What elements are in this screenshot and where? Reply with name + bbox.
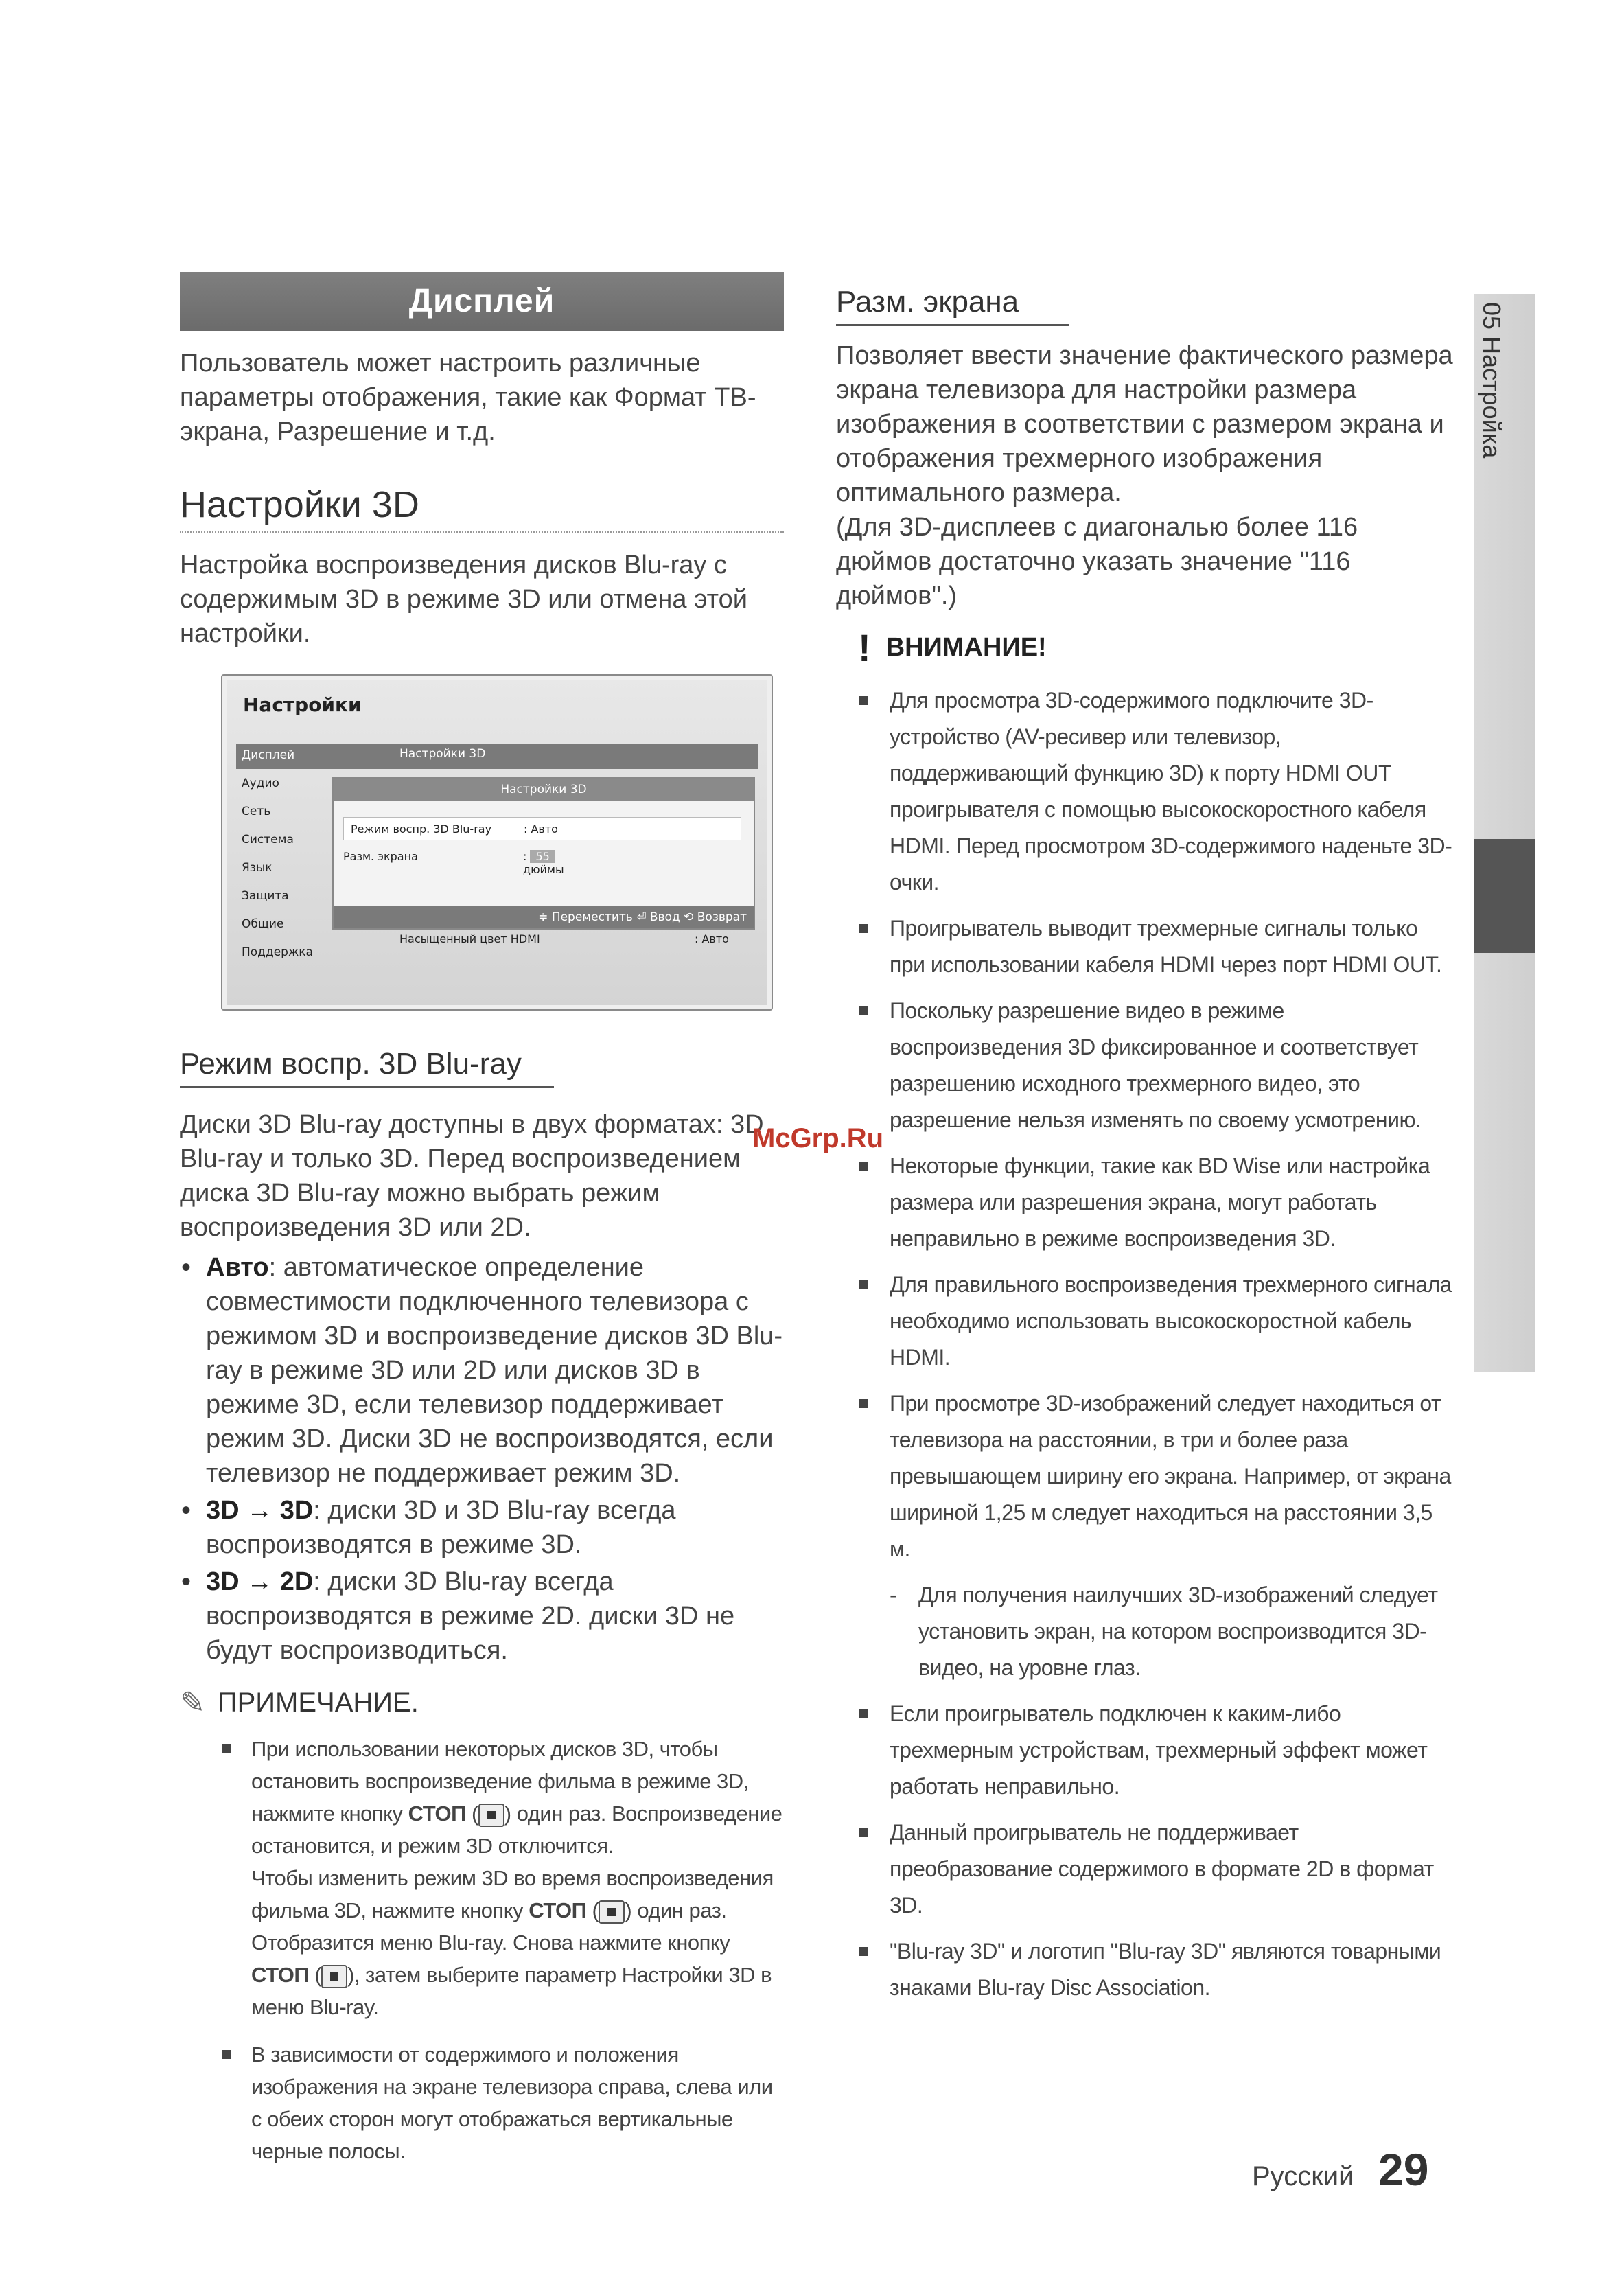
option-term: Авто bbox=[206, 1253, 269, 1282]
dialog-footer-hints: ≑ Переместить ⏎ Ввод ⟲ Возврат bbox=[334, 906, 754, 928]
row-value: : 55дюймы bbox=[523, 850, 564, 876]
menu-item-general[interactable]: Общие bbox=[242, 917, 284, 931]
screen-size-heading: Разм. экрана bbox=[836, 285, 1019, 319]
menu-item-system[interactable]: Система bbox=[242, 833, 294, 847]
list-item: В зависимости от содержимого и положения изображения на экране телевизора справа, слева или с обеих сторон могут отображаться вертикальные черные полосы. bbox=[221, 2038, 784, 2167]
row-label: Режим воспр. 3D Blu-ray bbox=[351, 822, 492, 836]
option-text: : автоматическое определение совместимости подключенного телевизора с режимом 3D и воспроизведение дисков 3D Blu-ray в режиме 3D или 2D или дисков 3D в режиме 3D, если телевизор поддерживает режим 3D. Диски 3D не воспроизводятся, если телевизор не поддерживает режим 3D. bbox=[206, 1253, 783, 1488]
list-item: Для правильного воспроизведения трехмерного сигнала необходимо использовать высокоскоростной кабель HDMI. bbox=[858, 1267, 1454, 1376]
hdmi-color-label: Насыщенный цвет HDMI bbox=[399, 932, 540, 945]
option-text: : диски 3D Blu-ray всегда воспроизводятся в режиме 2D. диски 3D не будут воспроизводиться. bbox=[206, 1567, 735, 1665]
note-heading bbox=[180, 1685, 784, 1720]
size-unit: дюймы bbox=[523, 863, 564, 876]
pencil-icon: ✎ bbox=[180, 1686, 205, 1720]
mode-options-list bbox=[180, 1250, 784, 1668]
option-text: : диски 3D и 3D Blu-ray всегда воспроизводятся в режиме 3D. bbox=[206, 1496, 676, 1559]
dialog-row-3d-mode[interactable] bbox=[343, 817, 741, 840]
list-item: Если проигрыватель подключен к каким-либо трехмерным устройствам, трехмерный эффект может работать неправильно. bbox=[858, 1696, 1454, 1805]
mode-text: Диски 3D Blu-ray доступны в двух форматах: 3D Blu-ray и только 3D. Перед воспроизведением диска 3D Blu-ray можно выбрать режим воспроизведения 3D или 2D. bbox=[180, 1110, 764, 1242]
menu-item-security[interactable]: Защита bbox=[242, 889, 289, 903]
list-item: Данный проигрыватель не поддерживает преобразование содержимого в формате 2D в формат 3D. bbox=[858, 1815, 1454, 1924]
screen-size-note: (Для 3D-дисплеев с диагональю более 116 дюймов достаточно указать значение "116 дюймов".) bbox=[836, 513, 1358, 610]
right-column bbox=[836, 281, 1454, 2016]
settings-3d-dialog bbox=[332, 777, 755, 930]
menu-item-audio[interactable]: Аудио bbox=[242, 776, 279, 790]
screen-size-text: Позволяет ввести значение фактического размера экрана телевизора для настройки размера изображения в соответствии с размером экрана и отображения трехмерного изображения оптимального размера. bbox=[836, 341, 1453, 507]
menu-item-language[interactable]: Язык bbox=[242, 861, 272, 875]
stop-label: СТОП bbox=[251, 1963, 310, 1987]
mode-heading: Режим воспр. 3D Blu-ray bbox=[180, 1047, 522, 1081]
list-item: Поскольку разрешение видео в режиме воспроизведения 3D фиксированное и соответствует разрешению исходного трехмерного видео, это разрешение нельзя изменять по своему усмотрению. bbox=[858, 993, 1454, 1138]
watermark: McGrp.Ru bbox=[752, 1123, 884, 1153]
list-item: При просмотре 3D-изображений следует находиться от телевизора на расстоянии, в три и более раза превышающем ширину его экрана. Например, от экрана шириной 1,25 м следует находиться на расстоянии 3,5 м. bbox=[858, 1385, 1454, 1567]
warning-list bbox=[858, 682, 1454, 2006]
screen-menu bbox=[242, 741, 313, 967]
menu-item-network[interactable]: Сеть bbox=[242, 805, 271, 818]
stop-label: СТОП bbox=[408, 1801, 466, 1826]
menu-item-support[interactable]: Поддержка bbox=[242, 945, 313, 959]
screen-title: Настройки bbox=[243, 693, 362, 716]
note-text: , затем выберите параметр Настройки 3D в меню Blu-ray. bbox=[251, 1963, 772, 2019]
settings-3d-heading: Настройки 3D bbox=[180, 484, 419, 525]
exclamation-icon: ! bbox=[858, 626, 871, 669]
menu-item-display[interactable]: Дисплей bbox=[242, 748, 295, 762]
settings-3d-text: Настройка воспроизведения дисков Blu-ray с содержимым 3D в режиме 3D или отмена этой настройки. bbox=[180, 551, 747, 648]
note-text: один раз. Воспроизведение остановится, и режим 3D отключится. bbox=[251, 1801, 782, 1858]
list-item: При использовании некоторых дисков 3D, чтобы остановить воспроизведение фильма в режиме 3D, нажмите кнопку СТОП ( ) один раз. Воспроизведение остановится, и режим 3D отключится. Чтобы изменить режим 3D во время воспроизведения фильма 3D, нажмите кнопку СТОП ( ) один раз. Отобразится меню Blu-ray. Снова нажмите кнопку СТОП ( ), затем выберите параметр Настройки 3D в меню Blu-ray. bbox=[221, 1733, 784, 2023]
menu-selection-bar bbox=[236, 744, 758, 769]
stop-icon bbox=[478, 1804, 504, 1827]
list-item: Проигрыватель выводит трехмерные сигналы только при использовании кабеля HDMI через порт HDMI OUT. bbox=[858, 910, 1454, 983]
chapter-side-tab-marker bbox=[1474, 839, 1535, 953]
left-column bbox=[180, 272, 784, 2183]
note-text: Чтобы изменить режим 3D во время воспроизведения фильма 3D, нажмите кнопку bbox=[251, 1866, 774, 1922]
list-item: "Blu-ray 3D" и логотип "Blu-ray 3D" являются товарными знаками Blu-ray Disc Association. bbox=[858, 1933, 1454, 2006]
note-list bbox=[221, 1733, 784, 2167]
settings-screenshot bbox=[221, 674, 773, 1011]
dialog-title: Настройки 3D bbox=[334, 779, 754, 801]
heading-underline bbox=[836, 324, 1069, 326]
heading-divider bbox=[180, 531, 784, 533]
warning-heading bbox=[836, 625, 1454, 670]
stop-icon bbox=[321, 1965, 347, 1988]
page-number: 29 bbox=[1378, 2144, 1429, 2195]
stop-icon bbox=[599, 1900, 625, 1924]
list-item: Для просмотра 3D-содержимого подключите 3D-устройство (AV-ресивер или телевизор, поддерживающий функцию 3D) к порту HDMI OUT проигрывателя с помощью высокоскоростного кабеля HDMI. Перед просмотром 3D-содержимого наденьте 3D-очки. bbox=[858, 682, 1454, 901]
list-item bbox=[180, 1493, 784, 1562]
option-term: 3D → 3D bbox=[206, 1496, 314, 1525]
chapter-label: 05 Настройка bbox=[1478, 302, 1506, 459]
display-intro: Пользователь может настроить различные параметры отображения, такие как Формат ТВ-экрана, Разрешение и т.д. bbox=[180, 349, 756, 446]
heading-underline bbox=[180, 1086, 554, 1088]
note-text: один раз. Отобразится меню Blu-ray. Снова нажмите кнопку bbox=[251, 1898, 730, 1955]
note-title: ПРИМЕЧАНИЕ. bbox=[217, 1688, 419, 1718]
stop-label: СТОП bbox=[529, 1898, 587, 1922]
row-value: : Авто bbox=[524, 822, 558, 836]
section-band-display: Дисплей bbox=[180, 272, 784, 331]
note-text: При использовании некоторых дисков 3D, чтобы остановить воспроизведение фильма в режиме 3D, нажмите кнопку bbox=[251, 1737, 749, 1826]
size-value[interactable]: 55 bbox=[530, 850, 555, 863]
list-subitem: - Для получения наилучших 3D-изображений следует установить экран, на котором воспроизводится 3D-видео, на уровне глаз. bbox=[887, 1577, 1454, 1686]
footer-language: Русский bbox=[1252, 2161, 1354, 2191]
warning-title: ВНИМАНИЕ! bbox=[885, 633, 1047, 662]
list-item: Некоторые функции, такие как BD Wise или настройка размера или разрешения экрана, могут работать неправильно в режиме воспроизведения 3D. bbox=[858, 1148, 1454, 1257]
submenu-title: Настройки 3D bbox=[399, 747, 486, 761]
option-term: 3D → 2D bbox=[206, 1567, 314, 1596]
row-label: Разм. экрана bbox=[343, 850, 418, 863]
list-item bbox=[180, 1250, 784, 1490]
list-item bbox=[180, 1565, 784, 1668]
dialog-row-screen-size[interactable] bbox=[343, 850, 564, 876]
hdmi-color-value: : Авто bbox=[695, 932, 729, 945]
